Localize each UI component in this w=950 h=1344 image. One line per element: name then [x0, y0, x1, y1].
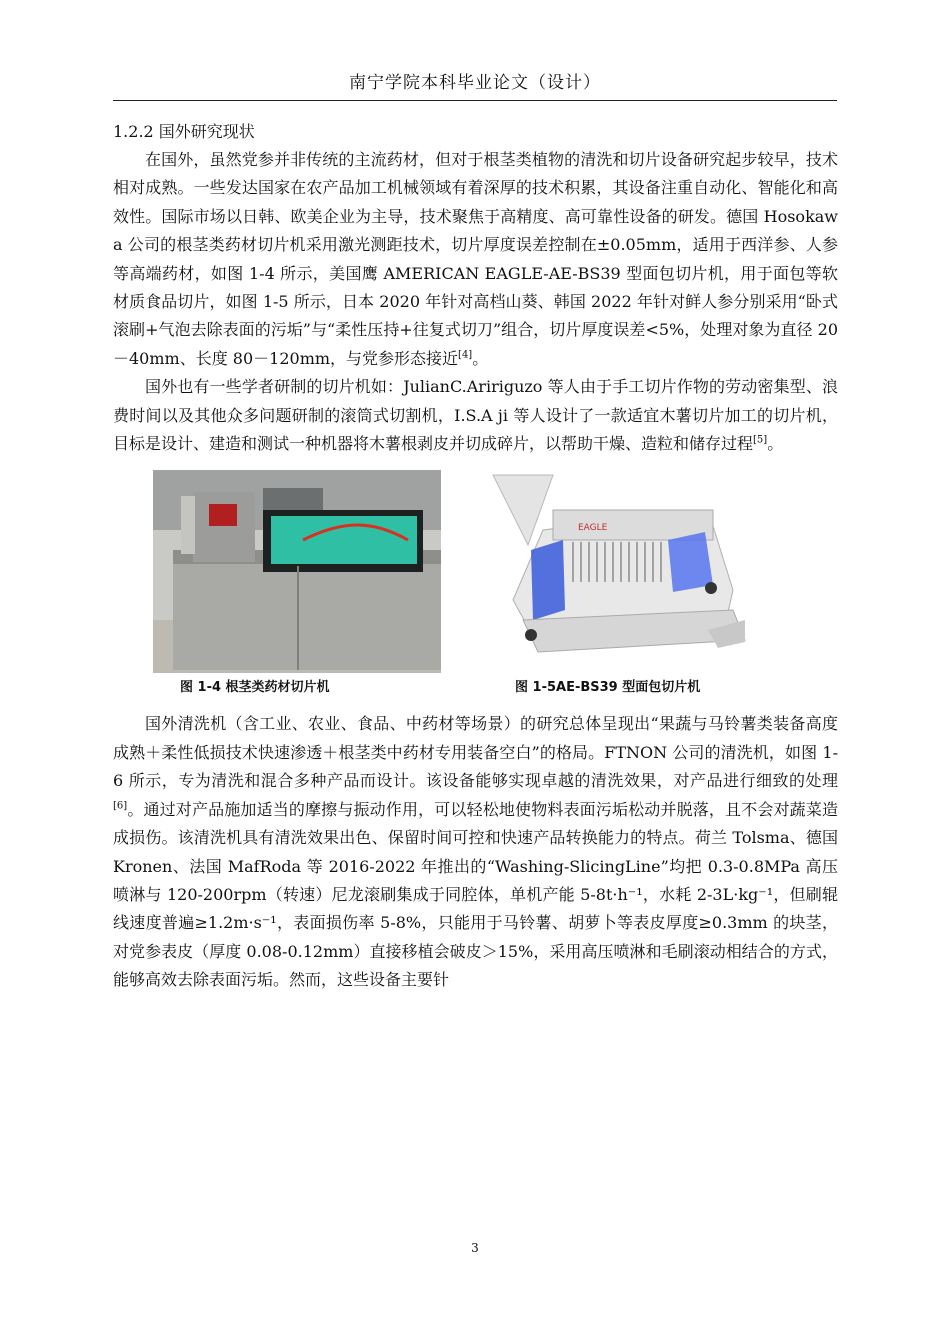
- figure-1-4-caption: 图 1-4 根茎类药材切片机: [180, 680, 330, 696]
- page-body: [113, 118, 838, 995]
- figure-root-slicer-photo: [153, 470, 441, 673]
- running-header: [113, 66, 837, 101]
- citation-5: [5]: [753, 434, 768, 446]
- paragraph-2: 国外也有一些学者研制的切片机如：JulianC.Aririguzo 等人由于手工切片作物的劳动密集型、浪费时间以及其他众多问题研制的滚筒式切割机，I.S.A ji 等人设计了一款适宜木薯切片加工的切片机，目标是设计、建造和测试一种机器将木薯根剥皮并切成碎片，以帮助干燥、造粒和储存过程[5]。: [113, 377, 838, 454]
- fig2-logo: EAGLE: [578, 523, 608, 534]
- paragraph-3: 国外清洗机（含工业、农业、食品、中药材等场景）的研究总体呈现出“果蔬与马铃薯类装备高度成熟＋柔性低损技术快速渗透＋根茎类中药材专用装备空白”的格局。FTNON 公司的清洗机，如图 1-6 所示，专为清洗和混合多种产品而设计。该设备能够实现卓越的清洗效果，对产品进行细致的处理[6]。通过对产品施加适当的摩擦与振动作用，可以轻松地使物料表面污垢松动并脱落，且不会对蔬菜造成损伤。该清洗机具有清洗效果出色、保留时间可控和快速产品转换能力的特点。荷兰 Tolsma、德国 Kronen、法国 MafRoda 等 2016-2022 年推出的“Washing-SlicingLine”均把 0.3-0.8MPa 高压喷淋与 120-200rpm（转速）尼龙滚刷集成于同腔体，单机产能 5-8t·h⁻¹，水耗 2-3L·kg⁻¹，但刷辊线速度普遍≥1.2m·s⁻¹，表面损伤率 5-8%，只能用于马铃薯、胡萝卜等表皮厚度≥0.3mm 的块茎，对党参表皮（厚度 0.08-0.12mm）直接移植会破皮＞15%，采用高压喷淋和毛刷滚动相结合的方式，能够高效去除表面污垢。然而，这些设备主要针: [113, 714, 838, 990]
- figure-1-5-caption: 图 1-5AE-BS39 型面包切片机: [515, 680, 701, 696]
- header-title: 南宁学院本科毕业论文（设计）: [349, 73, 601, 93]
- citation-6: [6]: [113, 800, 128, 812]
- citation-4: [4]: [458, 349, 473, 361]
- figure-row: [113, 470, 838, 710]
- figure-bread-slicer-photo: [483, 470, 751, 673]
- paragraph-1: 在国外，虽然党参并非传统的主流药材，但对于根茎类植物的清洗和切片设备研究起步较早，技术相对成熟。一些发达国家在农产品加工机械领域有着深厚的技术积累，其设备注重自动化、智能化和高效性。国际市场以日韩、欧美企业为主导，技术聚焦于高精度、高可靠性设备的研发。德国 Hosokawa 公司的根茎类药材切片机采用激光测距技术，切片厚度误差控制在±0.05mm，适用于西洋参、人参等高端药材，如图 1-4 所示，美国鹰 AMERICAN EAGLE-AE-BS39 型面包切片机，用于面包等软材质食品切片，如图 1-5 所示，日本 2020 年针对高档山葵、韩国 2022 年针对鲜人参分别采用“卧式滚刷+气泡去除表面的污垢”与“柔性压持+往复式切刀”组合，切片厚度误差<5%，处理对象为直径 20－40mm、长度 80－120mm，与党参形态接近[4]。: [113, 150, 838, 368]
- page-number: 3: [471, 1241, 479, 1255]
- section-heading: 1.2.2 国外研究现状: [113, 122, 255, 141]
